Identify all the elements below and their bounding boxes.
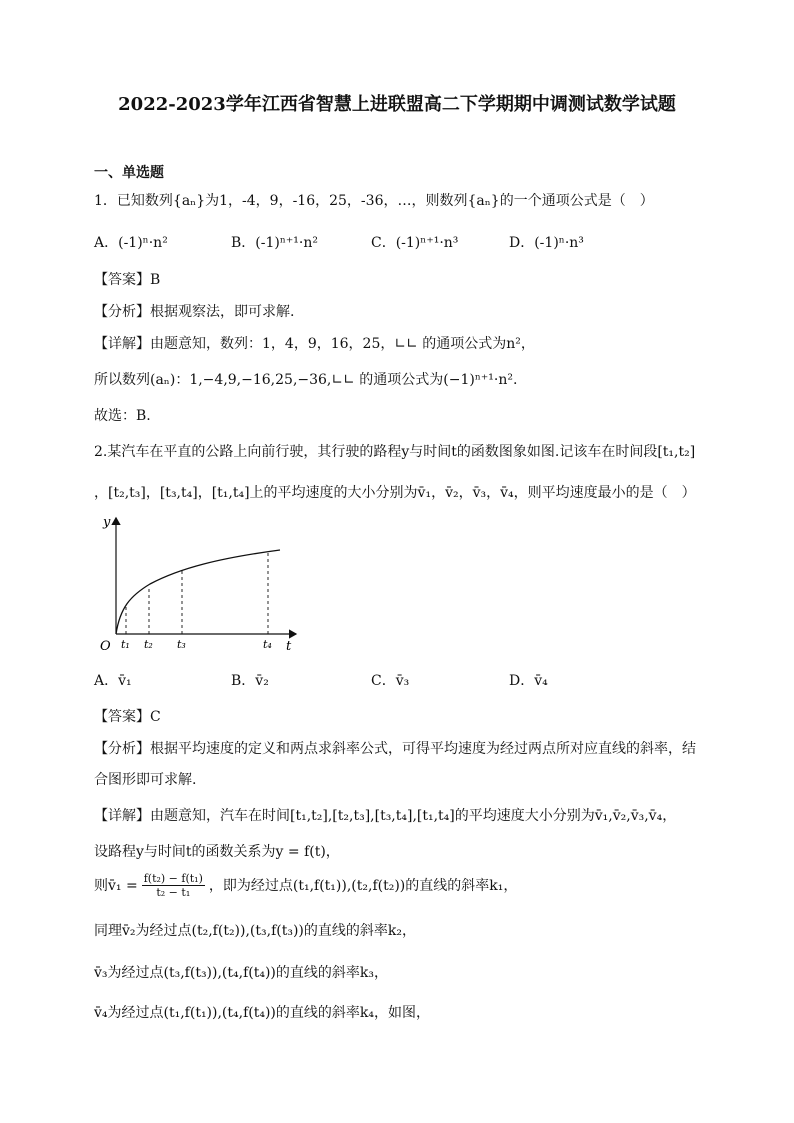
q2-detail-6: v̄₄为经过点(t₁,f(t₁)),(t₄,f(t₄))的直线的斜率k₄，如图， [94,1005,430,1021]
tick-t3: t₃ [177,638,186,651]
fraction-denominator: t₂ − t₁ [156,886,191,899]
page-title: 2022-2023学年江西省智慧上进联盟高二下学期期中调测试数学试题 [118,94,676,115]
t-axis-label: t [286,639,292,654]
q1-detail [94,334,535,354]
q2-analysis [94,739,696,759]
answer-label: 【答案】 [94,709,150,725]
q1-option-c: C．(-1)ⁿ⁺¹·n³ [371,235,459,251]
analysis-text: 根据平均速度的定义和两点求斜率公式，可得平均速度为经过两点所对应直线的斜率，结 [150,741,696,757]
q1-option-a: A．(-1)ⁿ·n² [94,235,168,251]
q1-text: 1．已知数列{aₙ}为1，-4，9，-16，25，-36，…，则数列{aₙ}的一个通项公式是（ ） [94,193,654,209]
detail-label: 【详解】 [94,808,150,824]
fraction-numerator: f(t₂) − f(t₁) [143,872,203,885]
answer-value: B [150,272,161,288]
q2-line-1: 2.某汽车在平直的公路上向前行驶，其行驶的路程y与时间t的函数图象如图.记该车在时间段[t₁,t₂] [94,444,696,460]
formula-suffix: ，即为经过点(t₁,f(t₁)),(t₂,f(t₂))的直线的斜率k₁， [208,877,518,894]
q1-conclusion: 故选：B. [94,408,151,424]
q2-analysis-2: 合图形即可求解. [94,772,197,788]
y-axis-label: y [103,515,111,530]
detail-label: 【详解】 [94,336,150,352]
detail-text: 由题意知，汽车在时间[t₁,t₂],[t₂,t₃],[t₃,t₄],[t₁,t₄]的平均速度大小分别为v̄₁,v̄₂,v̄₃,v̄₄， [150,808,677,824]
q1-option-b: B．(-1)ⁿ⁺¹·n² [231,235,318,251]
detail-text: 由题意知，数列：1，4，9，16，25，∟∟ 的通项公式为n²， [150,336,535,352]
q1-answer [94,270,160,290]
q2-line-2: ，[t₂,t₃]，[t₃,t₄]，[t₁,t₄]上的平均速度的大小分别为v̄₁，v̄₂，v̄₃，v̄₄，则平均速度最小的是（ ） [94,485,696,501]
q1-detail-2: 所以数列(aₙ)：1,−4,9,−16,25,−36,∟∟ 的通项公式为(−1)ⁿ⁺¹·n². [94,372,518,388]
origin-label: O [100,639,111,654]
q2-detail-2: 设路程y与时间t的函数关系为y = f(t)， [94,844,340,860]
slope-fraction [142,872,205,899]
distance-time-graph [90,508,305,658]
tick-t1: t₁ [121,638,130,651]
formula-prefix: 则v̄₁ = [94,877,138,894]
answer-value: C [150,709,161,725]
q2-option-b: B．v̄₂ [231,673,269,689]
analysis-text: 根据观察法，即可求解. [150,304,295,320]
q1-analysis [94,302,294,322]
q2-option-c: C．v̄₃ [371,673,410,689]
answer-label: 【答案】 [94,272,150,288]
analysis-label: 【分析】 [94,741,150,757]
analysis-label: 【分析】 [94,304,150,320]
q2-detail-4: 同理v̄₂为经过点(t₂,f(t₂)),(t₃,f(t₃))的直线的斜率k₂， [94,923,416,939]
tick-t2: t₂ [144,638,153,651]
q2-option-d: D．v̄₄ [509,673,548,689]
section-heading: 一、单选题 [94,165,164,181]
distance-curve [116,550,280,634]
q1-option-d: D．(-1)ⁿ·n³ [509,235,584,251]
q2-detail-5: v̄₃为经过点(t₃,f(t₃)),(t₄,f(t₄))的直线的斜率k₃， [94,965,388,981]
q2-detail-3 [94,872,517,899]
tick-t4: t₄ [263,638,272,651]
q2-answer [94,707,161,727]
q2-detail [94,806,676,826]
q2-option-a: A．v̄₁ [94,673,132,689]
